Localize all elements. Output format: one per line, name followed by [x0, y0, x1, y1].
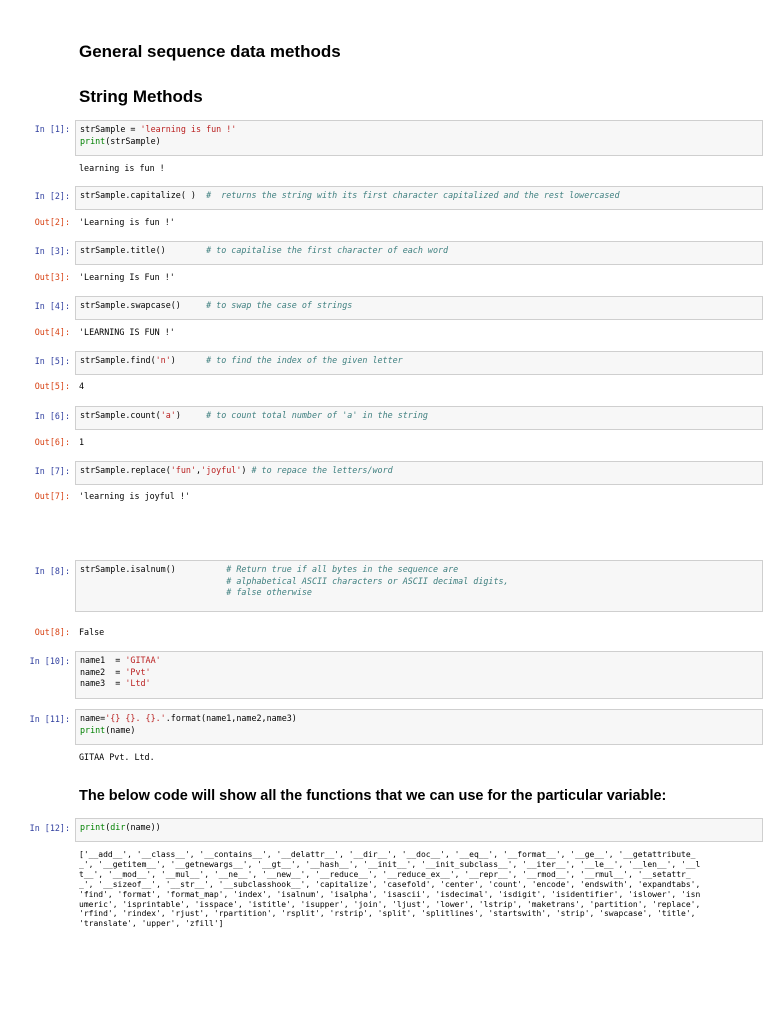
code-cell-4[interactable]: [75, 296, 763, 320]
code-token: 'a': [160, 410, 176, 420]
cell-output: 'Learning is fun !': [79, 217, 175, 227]
code-line: [80, 245, 758, 257]
code-line: [80, 822, 758, 834]
code-token: (strSample): [105, 135, 161, 146]
dir-output-line: t__', '__mod__', '__mul__', '__ne__', '__new__', '__reduce__', '__reduce_ex__', '__repr__', '__rmod__', '__rmul__', '__setattr_: [79, 869, 691, 879]
in-prompt: In [7]:: [34, 466, 70, 476]
code-line: [80, 136, 758, 148]
code-cell-11[interactable]: [75, 709, 763, 745]
stdout-output: GITAA Pvt. Ltd.: [79, 752, 155, 762]
code-token: # Return true if all bytes in the sequence are: [226, 564, 459, 574]
dir-output-line: _', '__getitem__', '__getnewargs__', '__gt__', '__hash__', '__init__', '__init_subclass__', '__iter__', '__le__', '__len__', '__l: [79, 859, 701, 869]
code-token: .format(name1,name2,name3): [165, 713, 297, 723]
code-token: (name): [105, 724, 136, 735]
cell-output: 'LEARNING IS FUN !': [79, 327, 175, 337]
code-token: # alphabetical ASCII characters or ASCII decimal digits,: [226, 575, 509, 586]
code-token: strSample.replace(: [80, 465, 171, 475]
dir-output-line: umeric', 'isprintable', 'isspace', 'istitle', 'isupper', 'join', 'ljust', 'lower', 'lstrip', 'maketrans', 'partition', 'replace',: [79, 899, 701, 909]
code-line: [80, 667, 758, 679]
code-line: [80, 410, 758, 422]
code-token: # to count total number of 'a' in the string: [206, 410, 428, 420]
dir-output-line: _', '__sizeof__', '__str__', '__subclasshook__', 'capitalize', 'casefold', 'center', 'count', 'encode', 'endswith', 'expandtabs',: [79, 879, 701, 889]
cell-output: False: [79, 627, 105, 637]
code-token: 'Pvt': [125, 666, 151, 677]
code-token: strSample.swapcase(): [80, 300, 207, 310]
in-prompt: In [4]:: [34, 301, 70, 311]
code-token: 'Ltd': [125, 678, 151, 688]
dir-output: [79, 850, 763, 929]
in-prompt: In [6]:: [34, 411, 70, 421]
code-token: # returns the string with its first character capitalized and the rest lowercased: [206, 190, 620, 200]
dir-output-line: 'rfind', 'rindex', 'rjust', 'rpartition', 'rsplit', 'rstrip', 'split', 'splitlines', 'startswith', 'strip', 'swapcase', 'title',: [79, 909, 696, 919]
code-token: print: [80, 135, 106, 146]
out-prompt: Out[6]:: [34, 437, 70, 447]
dir-output-line: ['__add__', '__class__', '__contains__', '__delattr__', '__dir__', '__doc__', '__eq__', '__format__', '__ge__', '__getattribute_: [79, 850, 696, 859]
code-token: ): [170, 355, 207, 365]
code-cell-1[interactable]: [75, 120, 763, 156]
code-token: # to repace the letters/word: [251, 465, 393, 475]
in-prompt: In [1]:: [34, 124, 70, 134]
code-token: 'joyful': [201, 465, 242, 475]
code-token: ): [241, 465, 252, 475]
code-token: print: [80, 724, 106, 735]
code-token: 'n': [155, 355, 171, 365]
code-token: ): [175, 410, 207, 420]
code-token: # false otherwise: [226, 587, 312, 597]
code-line: [80, 725, 758, 737]
code-token: name1 =: [80, 655, 126, 665]
section-heading-general: General sequence data methods: [79, 42, 341, 61]
cell-output: 'Learning Is Fun !': [79, 272, 175, 282]
code-line: [80, 190, 758, 202]
code-cell-3[interactable]: [75, 241, 763, 265]
code-line: [80, 465, 758, 477]
out-prompt: Out[7]:: [34, 491, 70, 501]
out-prompt: Out[3]:: [34, 272, 70, 282]
in-prompt: In [2]:: [34, 191, 70, 201]
cell-output: 'learning is joyful !': [79, 491, 190, 501]
stdout-output: learning is fun !: [79, 163, 165, 173]
code-line: [80, 300, 758, 312]
code-token: (name)): [125, 822, 161, 832]
code-cell-5[interactable]: [75, 351, 763, 375]
code-token: [80, 587, 226, 597]
code-cell-8[interactable]: [75, 560, 763, 612]
code-token: name2 =: [80, 666, 126, 677]
in-prompt: In [10]:: [29, 656, 70, 666]
in-prompt: In [5]:: [34, 356, 70, 366]
code-token: '{} {}. {}.': [105, 713, 166, 723]
code-token: [80, 576, 226, 586]
code-token: name=: [80, 713, 106, 723]
code-cell-2[interactable]: [75, 186, 763, 210]
code-token: ,: [195, 465, 202, 475]
code-token: strSample.title(): [80, 245, 207, 255]
code-token: strSample.count(: [80, 410, 161, 420]
code-token: strSample.find(: [80, 355, 156, 365]
code-line: [80, 713, 758, 725]
dir-output-line: 'translate', 'upper', 'zfill']: [79, 919, 224, 929]
code-line: [80, 564, 758, 576]
section-heading-string-methods: String Methods: [79, 87, 203, 106]
code-token: # to capitalise the first character of each word: [206, 245, 449, 255]
code-cell-7[interactable]: [75, 461, 763, 485]
code-cell-10[interactable]: [75, 651, 763, 699]
code-token: # to swap the case of strings: [206, 300, 353, 310]
code-token: strSample.isalnum(): [80, 564, 227, 574]
in-prompt: In [3]:: [34, 246, 70, 256]
code-token: print: [80, 822, 106, 832]
code-cell-12[interactable]: [75, 818, 763, 842]
code-token: strSample =: [80, 124, 141, 134]
dir-output-line: 'find', 'format', 'format_map', 'index', 'isalnum', 'isalpha', 'isascii', 'isdecimal', 'isdigit', 'isidentifier', 'islower', 'isn: [79, 889, 701, 899]
code-line: [80, 587, 758, 599]
cell-output: 1: [79, 437, 85, 447]
in-prompt: In [11]:: [29, 714, 70, 724]
code-line: [80, 576, 758, 588]
code-line: [80, 655, 758, 667]
out-prompt: Out[8]:: [34, 627, 70, 637]
code-token: dir: [110, 822, 126, 832]
in-prompt: In [12]:: [29, 823, 70, 833]
code-token: name3 =: [80, 678, 126, 688]
code-line: [80, 678, 758, 690]
section-heading-functions: The below code will show all the functions that we can use for the particular variable:: [79, 788, 667, 804]
code-token: (: [105, 822, 111, 832]
code-token: # to find the index of the given letter: [206, 355, 403, 365]
out-prompt: Out[4]:: [34, 327, 70, 337]
code-token: strSample.capitalize( ): [80, 190, 207, 200]
code-token: 'fun': [170, 465, 196, 475]
in-prompt: In [8]:: [34, 566, 70, 576]
cell-output: 4: [79, 381, 85, 391]
code-token: 'learning is fun !': [140, 124, 237, 134]
code-line: [80, 355, 758, 367]
out-prompt: Out[2]:: [34, 217, 70, 227]
out-prompt: Out[5]:: [34, 381, 70, 391]
code-token: 'GITAA': [125, 655, 161, 665]
code-cell-6[interactable]: [75, 406, 763, 430]
code-line: [80, 124, 758, 136]
